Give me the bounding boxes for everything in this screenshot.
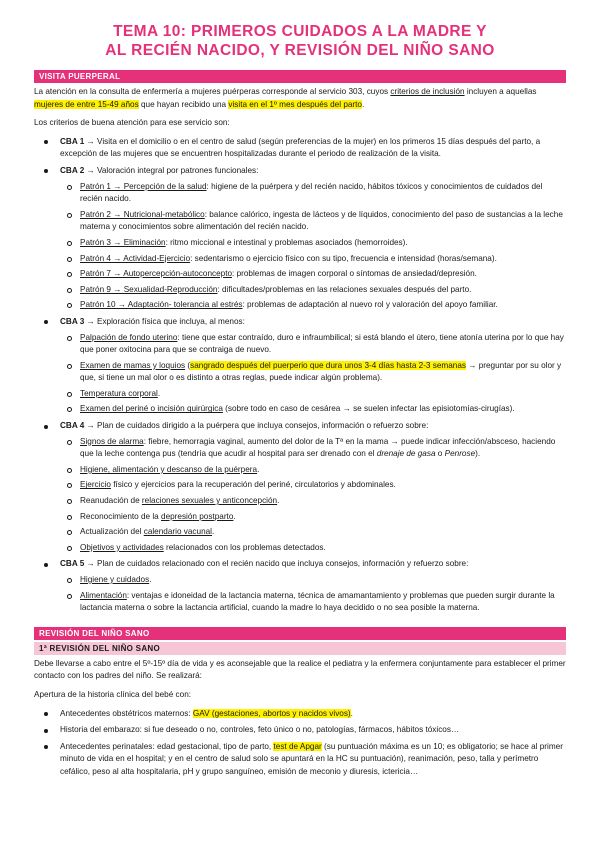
item-text: . (149, 575, 152, 584)
title-line-1: TEMA 10: PRIMEROS CUIDADOS A LA MADRE Y (113, 23, 487, 40)
item-text: : dificultades/problemas en las relaciones sexuales después del parto. (217, 284, 472, 294)
title-line-2: AL RECIÉN NACIDO, Y REVISIÓN DEL NIÑO SANO (105, 42, 495, 59)
intro-highlight-visit: visita en el 1º mes después del parto (228, 99, 362, 109)
item-text: : ritmo miccional e intestinal y problemas asociados (hemorroides). (165, 237, 408, 247)
cba-3-sublist (60, 332, 566, 417)
cba-text: → Visita en el domicilio o en el centro de salud (según preferencias de la mujer) en los primeros 15 días después del parto, a excepción de las mujeres que se encuentren hospitalizadas durante el periodo de realización de la visita. (60, 136, 541, 159)
item-term: Ejercicio (80, 480, 111, 490)
list-item (60, 542, 566, 555)
list-item (34, 741, 566, 779)
item-italic: Penrose (444, 449, 476, 459)
cba-text: → Valoración integral por patrones funcionales: (84, 165, 259, 175)
cba-label: CBA 1 (60, 136, 85, 146)
item-term: Patrón 3 → Eliminación (80, 237, 166, 247)
item-text: . (212, 527, 215, 537)
criteria-intro: Los criterios de buena atención para ese servicio son: (34, 118, 230, 128)
item-text: → preguntar por su olor y que, si tiene un mal olor o es distinto a otras reglas, puede indicar algún problema). (80, 360, 562, 383)
list-item (60, 299, 566, 312)
cba-text: → Exploración física que incluya, al menos: (84, 316, 245, 326)
list-item (60, 253, 566, 266)
list-item (34, 724, 566, 737)
list-item (60, 495, 566, 508)
list-item (60, 388, 566, 401)
item-term: Alimentación (80, 590, 127, 600)
list-item (60, 360, 566, 385)
cba-list (34, 136, 566, 615)
item-text: : sedentarismo o ejercicio físico con su tipo, frecuencia e intensidad (horas/semana). (190, 253, 497, 263)
item-text: Antecedentes perinatales: edad gestacional, tipo de parto, (60, 741, 274, 751)
intro-text: . (362, 99, 365, 109)
intro-highlight-age: mujeres de entre 15-49 años (34, 99, 139, 109)
item-highlight: GAV (gestaciones, abortos y nacidos vivos) (192, 708, 351, 718)
cba-5 (34, 558, 566, 614)
antecedentes-list (34, 708, 566, 779)
item-text: o (435, 449, 445, 459)
item-text: : problemas de imagen corporal o síntomas de ansiedad/depresión. (232, 269, 477, 279)
item-term: relaciones sexuales y anticoncepción (141, 496, 278, 506)
subsection-header-primera-revision: 1ª REVISIÓN DEL NIÑO SANO (34, 642, 566, 655)
item-text: . (257, 464, 260, 474)
item-text: Antecedentes obstétricos maternos: (60, 708, 193, 718)
intro-text: que hayan recibido una (138, 99, 229, 109)
list-item (60, 403, 566, 416)
intro-text: incluyen a aquellas (464, 87, 537, 96)
item-text: : higiene de la puérpera y del recién nacido, hábitos tóxicos y conocimientos de cuidados del recién nacido. (80, 181, 543, 204)
cba-4-sublist (60, 436, 566, 555)
item-text: : problemas de adaptación al nuevo rol y valoración del apoyo familiar. (242, 300, 498, 310)
list-item (60, 332, 566, 357)
item-italic: drenaje de gasa (376, 449, 436, 459)
item-term: Patrón 4 → Actividad-Ejercicio (80, 253, 191, 263)
intro-text: La atención en la consulta de enfermería a mujeres puérperas corresponde al servicio 303, cuyos (34, 87, 391, 96)
cba-label: CBA 4 (60, 421, 85, 431)
list-item (60, 284, 566, 297)
item-term: depresión postparto (161, 511, 234, 521)
visita-intro (34, 86, 566, 111)
item-text: (sobre todo en caso de cesárea → se suelen infectar las episiotomías-cirugías). (222, 404, 515, 414)
cba-4 (34, 420, 566, 554)
cba-text: → Plan de cuidados relacionado con el recién nacido que incluya consejos, información y refuerzo sobre: (84, 559, 469, 569)
list-item (60, 574, 566, 587)
revision-intro: Debe llevarse a cabo entre el 5º-15º día de vida y es aconsejable que la realice el pediatra y la enfermera conjuntamente para establecer el primer contacto con los padres del niño. Se realizará: (34, 658, 566, 681)
cba-text: → Plan de cuidados dirigido a la puérpera que incluya consejos, información o refuerzo sobre: (84, 421, 429, 431)
item-text: : balance calórico, ingesta de lácteos y de líquidos, conocimiento del paso de sustancias a la leche materna y conocimientos sobre alimentación del recién nacido. (80, 209, 563, 232)
item-term: Patrón 1 → Percepción de la salud (80, 181, 207, 191)
item-term: Patrón 7 → Autopercepción-autoconcepto (80, 269, 233, 279)
list-item (60, 526, 566, 539)
item-text: físico y ejercicios para la recuperación del periné, circulatorios y abdominales. (110, 480, 396, 490)
item-text: : tiene que estar contraído, duro e infraumbilical; si está blando el útero, tiene atonía uterina por lo que hay que poner oxitocina para que se contraiga de nuevo. (80, 332, 564, 355)
list-item (60, 590, 566, 615)
item-term: Examen del periné o incisión quirúrgica (80, 404, 223, 414)
list-item (60, 479, 566, 492)
item-text: Reanudación de (80, 496, 142, 506)
item-text: Actualización del (80, 527, 144, 537)
list-item (60, 464, 566, 477)
list-item (60, 436, 566, 461)
cba-5-sublist (60, 574, 566, 615)
item-text: : ventajas e idoneidad de la lactancia materna, técnica de amamantamiento y problemas que pueden surgir durante la lactancia materna o sobre la lactancia artificial, cuando la madre lo haya decidido o no sea posible la materna. (80, 590, 555, 613)
item-term: Objetivos y actividades (80, 542, 164, 552)
cba-2-sublist (60, 181, 566, 312)
item-text: Historia del embarazo: si fue deseado o no, controles, feto único o no, patologías, fármacos, hábitos tóxicos… (60, 725, 460, 735)
item-text: : fiebre, hemorragia vaginal, aumento del dolor de la Tª en la mama → puede indicar infección/absceso, haciendo que la leche contenga pus (tendría que acudir al hospital para ser drenado con el (80, 436, 556, 459)
item-term: Patrón 9 → Sexualidad-Reproducción (80, 284, 218, 294)
item-term: calendario vacunal (143, 527, 212, 537)
item-term: Patrón 2 → Nutricional-metabólico (80, 209, 205, 219)
item-text: (su puntuación máxima es un 10; es obligatorio; se hace al primer minuto de vida en el hospital; y en el centro de salud solo se apuntará en la HC su puntuación), reanimación, peso, talla y perímetro cefálico, peso al alta hospitalaria, pH y grupo sanguíneo, emisión de meconio y diuresis, ictericia… (60, 741, 563, 776)
item-text: . (277, 496, 280, 506)
cba-label: CBA 3 (60, 316, 85, 326)
page-title (34, 22, 566, 60)
item-text: Reconocimiento de la (80, 511, 162, 521)
item-term: Patrón 10 → Adaptación- tolerancia al estrés (80, 300, 243, 310)
item-text: . (233, 511, 236, 521)
item-term: Higiene y cuidados (80, 575, 150, 584)
intro-criterios: criterios de inclusión (390, 87, 465, 96)
item-term: Higiene, alimentación y descanso de la puérpera (80, 464, 258, 474)
cba-1 (34, 136, 566, 161)
list-item (60, 181, 566, 206)
item-highlight: sangrado después del puerperio que dura unos 3-4 días hasta 2-3 semanas (190, 360, 466, 370)
item-text: . (350, 708, 353, 718)
item-highlight: test de Apgar (273, 741, 322, 751)
section-header-visita-puerperal: VISITA PUERPERAL (34, 70, 566, 83)
item-text: . (157, 388, 161, 398)
item-term: Palpación de fondo uterino (80, 332, 178, 342)
list-item (60, 237, 566, 250)
list-item (60, 511, 566, 524)
cba-3 (34, 316, 566, 416)
cba-2 (34, 165, 566, 312)
item-term: Temperatura corporal (80, 388, 158, 398)
item-text: ( (185, 360, 191, 370)
cba-label: CBA 2 (60, 165, 85, 175)
list-item (34, 708, 566, 721)
apertura-intro: Apertura de la historia clínica del bebé con: (34, 689, 192, 699)
list-item (60, 209, 566, 234)
item-term: Signos de alarma (80, 436, 144, 446)
item-term: Examen de mamas y loquios (80, 360, 186, 370)
cba-label: CBA 5 (60, 559, 85, 569)
section-header-revision: REVISIÓN DEL NIÑO SANO (34, 627, 566, 640)
item-text: relacionados con los problemas detectados. (163, 542, 326, 552)
list-item (60, 268, 566, 281)
item-text: ). (475, 449, 481, 459)
